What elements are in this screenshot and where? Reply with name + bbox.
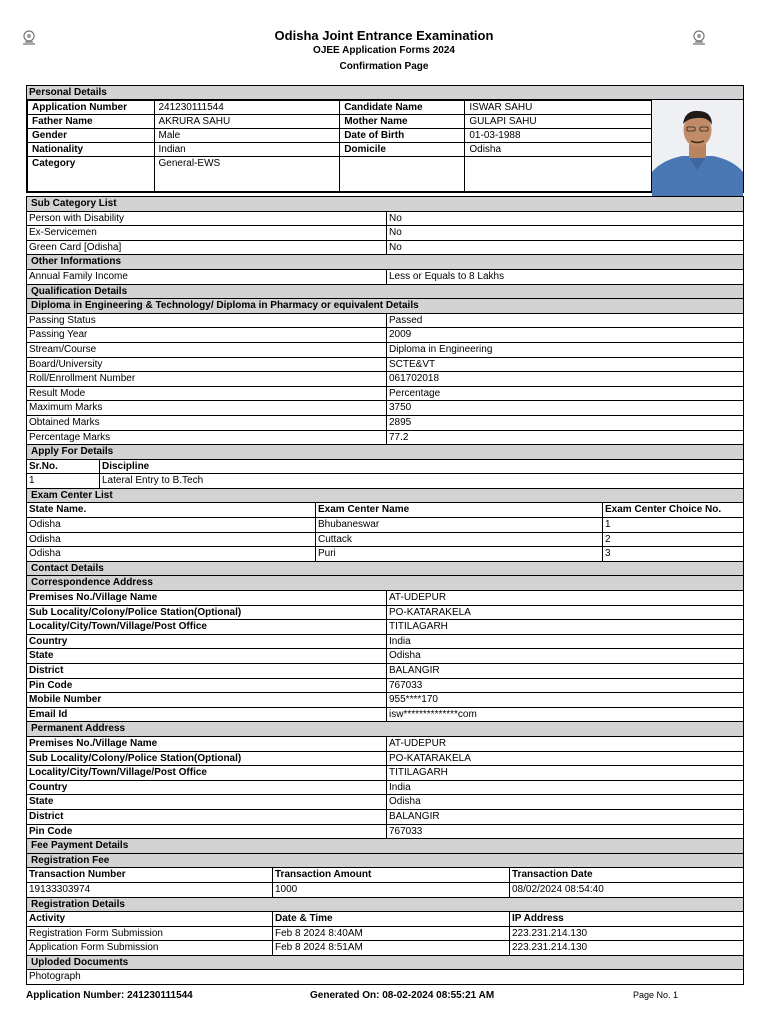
- footer-page-number: Page No. 1: [633, 990, 679, 1000]
- table-cell: Sr.No.: [29, 460, 58, 472]
- table-cell: Maximum Marks: [29, 402, 103, 414]
- table-cell: Board/University: [29, 358, 103, 370]
- section-header: [27, 488, 743, 503]
- table-cell: Ex-Servicemen: [29, 227, 97, 239]
- table-cell: No: [386, 212, 743, 226]
- table-cell: Person with Disability: [29, 212, 125, 224]
- subsection-header: [27, 575, 743, 590]
- table-row: [27, 269, 743, 284]
- table-header-row: [27, 502, 743, 517]
- table-cell: State: [29, 796, 54, 808]
- section-header: [27, 284, 743, 299]
- table-row: [27, 313, 743, 328]
- table-cell: isw**************com: [386, 708, 743, 722]
- section-header: [27, 254, 743, 269]
- table-cell: Premises No./Village Name: [29, 737, 158, 749]
- table-cell: 1000: [272, 883, 509, 897]
- table-row: [27, 371, 743, 386]
- footer-generated-on: Generated On: 08-02-2024 08:55:21 AM: [310, 990, 495, 1001]
- table-header-row: [27, 911, 743, 926]
- table-cell: 061702018: [386, 372, 743, 386]
- field-label: Date of Birth: [340, 129, 465, 143]
- table-cell: SCTE&VT: [386, 358, 743, 372]
- table-row: [27, 400, 743, 415]
- table-cell: No: [386, 226, 743, 240]
- table-cell: Transaction Amount: [272, 868, 509, 882]
- section-header: [27, 897, 743, 912]
- table-cell: District: [29, 810, 64, 822]
- table-cell: Diploma in Engineering: [386, 343, 743, 357]
- personal-details-table: [27, 100, 652, 192]
- table-cell: Country: [29, 635, 68, 647]
- page-title: Odisha Joint Entrance Examination: [274, 28, 494, 43]
- table-cell: Pin Code: [29, 679, 73, 691]
- section-title: Uploded Documents: [31, 956, 129, 968]
- table-row: [27, 926, 743, 941]
- section-title: Registration Fee: [31, 854, 110, 866]
- table-cell: 223.231.214.130: [509, 927, 743, 941]
- personal-details-row: [28, 129, 652, 143]
- application-details: [26, 196, 744, 985]
- table-cell: Odisha: [386, 795, 743, 809]
- table-cell: 1: [602, 518, 743, 532]
- table-row: [27, 546, 743, 561]
- table-cell: Obtained Marks: [29, 416, 100, 428]
- section-title: Other Informations: [31, 256, 122, 268]
- table-cell: State Name.: [29, 504, 87, 516]
- field-label: Father Name: [28, 115, 155, 129]
- table-row: [27, 882, 743, 897]
- table-header-row: [27, 590, 743, 605]
- field-label: Application Number: [28, 101, 155, 115]
- subsection-header: [27, 721, 743, 736]
- table-cell: Mobile Number: [29, 694, 102, 706]
- table-row: [27, 357, 743, 372]
- section-header: Personal Details: [27, 86, 743, 100]
- table-cell: 2895: [386, 416, 743, 430]
- table-cell: Percentage Marks: [29, 431, 111, 443]
- personal-details-row: [28, 115, 652, 129]
- field-label: Category: [28, 157, 155, 192]
- section-header: [27, 561, 743, 576]
- table-cell: BALANGIR: [386, 810, 743, 824]
- table-cell: No: [386, 241, 743, 255]
- table-header-row: [27, 824, 743, 839]
- table-cell: Odisha: [29, 533, 61, 545]
- table-cell: India: [386, 781, 743, 795]
- table-row: [27, 327, 743, 342]
- table-cell: Bhubaneswar: [315, 518, 602, 532]
- table-cell: Puri: [315, 547, 602, 561]
- table-cell: Roll/Enrollment Number: [29, 373, 136, 385]
- table-header-row: [27, 780, 743, 795]
- table-cell: Cuttack: [315, 533, 602, 547]
- table-cell: Transaction Number: [29, 869, 126, 881]
- table-cell: Annual Family Income: [29, 270, 128, 282]
- table-cell: 955****170: [386, 693, 743, 707]
- table-cell: India: [386, 635, 743, 649]
- table-cell: 08/02/2024 08:54:40: [509, 883, 743, 897]
- table-header-row: [27, 648, 743, 663]
- table-cell: Exam Center Choice No.: [602, 503, 743, 517]
- footer-application-number: Application Number: 241230111544: [26, 990, 193, 1001]
- table-cell: 223.231.214.130: [509, 941, 743, 955]
- table-row: [27, 415, 743, 430]
- table-cell: State: [29, 650, 54, 662]
- table-cell: Less or Equals to 8 Lakhs: [386, 270, 743, 284]
- field-label: Gender: [28, 129, 155, 143]
- table-cell: 3: [602, 547, 743, 561]
- table-cell: Registration Form Submission: [29, 927, 163, 939]
- table-cell: Country: [29, 781, 68, 793]
- table-cell: Discipline: [99, 460, 743, 474]
- candidate-photo: [652, 100, 743, 196]
- field-label: Nationality: [28, 143, 155, 157]
- table-cell: 2: [602, 533, 743, 547]
- table-row: [27, 532, 743, 547]
- table-header-row: [27, 751, 743, 766]
- table-cell: Locality/City/Town/Village/Post Office: [29, 621, 207, 633]
- table-row: [27, 969, 743, 984]
- table-cell: Email Id: [29, 708, 68, 720]
- table-header-row: [27, 736, 743, 751]
- field-value: Male: [154, 129, 340, 143]
- page-type: Confirmation Page: [339, 61, 429, 72]
- table-cell: BALANGIR: [386, 664, 743, 678]
- table-cell: Passing Year: [29, 329, 88, 341]
- section-header: [27, 444, 743, 459]
- field-label: Domicile: [340, 143, 465, 157]
- table-cell: TITILAGARH: [386, 620, 743, 634]
- table-cell: Odisha: [386, 649, 743, 663]
- section-title: Fee Payment Details: [31, 840, 129, 852]
- table-cell: Passed: [386, 314, 743, 328]
- section-title: Apply For Details: [31, 446, 114, 458]
- table-cell: Activity: [29, 913, 66, 925]
- table-cell: Percentage: [386, 387, 743, 401]
- table-row: [27, 342, 743, 357]
- personal-details-row: [28, 143, 652, 157]
- table-cell: TITILAGARH: [386, 766, 743, 780]
- table-cell: PO-KATARAKELA: [386, 752, 743, 766]
- table-cell: 1: [29, 475, 35, 487]
- table-cell: AT-UDEPUR: [386, 591, 743, 605]
- field-label: [340, 157, 465, 192]
- table-cell: Result Mode: [29, 387, 86, 399]
- table-row: [27, 240, 743, 255]
- table-cell: PO-KATARAKELA: [386, 606, 743, 620]
- field-value: 241230111544: [154, 101, 340, 115]
- table-cell: AT-UDEPUR: [386, 737, 743, 751]
- field-value: [465, 157, 652, 192]
- table-cell: Premises No./Village Name: [29, 592, 158, 604]
- table-cell: Transaction Date: [509, 868, 743, 882]
- table-cell: Stream/Course: [29, 343, 97, 355]
- table-header-row: [27, 765, 743, 780]
- table-cell: Sub Locality/Colony/Police Station(Optional): [29, 752, 242, 764]
- table-cell: IP Address: [509, 912, 743, 926]
- table-header-row: [27, 678, 743, 693]
- table-row: [27, 386, 743, 401]
- table-header-row: [27, 707, 743, 722]
- table-row: [27, 473, 743, 488]
- table-cell: 77.2: [386, 431, 743, 445]
- table-cell: Green Card [Odisha]: [29, 241, 122, 253]
- field-label: Mother Name: [340, 115, 465, 129]
- section-header: [27, 955, 743, 970]
- section-title: Correspondence Address: [31, 577, 153, 589]
- table-cell: Date & Time: [272, 912, 509, 926]
- table-cell: Sub Locality/Colony/Police Station(Optional): [29, 606, 242, 618]
- field-value: Indian: [154, 143, 340, 157]
- table-header-row: [27, 809, 743, 824]
- table-cell: Feb 8 2024 8:51AM: [272, 941, 509, 955]
- table-cell: Application Form Submission: [29, 942, 159, 954]
- table-cell: 767033: [386, 679, 743, 693]
- table-cell: Locality/City/Town/Village/Post Office: [29, 767, 207, 779]
- section-title: Exam Center List: [31, 489, 113, 501]
- table-header-row: [27, 692, 743, 707]
- section-title: Permanent Address: [31, 723, 126, 735]
- subsection-header: [27, 853, 743, 868]
- field-value: AKRURA SAHU: [154, 115, 340, 129]
- table-row: [27, 517, 743, 532]
- table-cell: Odisha: [29, 519, 61, 531]
- table-row: [27, 940, 743, 955]
- field-label: Candidate Name: [340, 101, 465, 115]
- field-value: 01-03-1988: [465, 129, 652, 143]
- personal-details-row: [28, 101, 652, 115]
- table-cell: Photograph: [29, 971, 81, 983]
- field-value: ISWAR SAHU: [465, 101, 652, 115]
- table-cell: Feb 8 2024 8:40AM: [272, 927, 509, 941]
- table-header-row: [27, 867, 743, 882]
- table-row: [27, 225, 743, 240]
- section-title: Sub Category List: [31, 198, 117, 209]
- table-header-row: [27, 605, 743, 620]
- table-header-row: [27, 663, 743, 678]
- table-cell: Pin Code: [29, 825, 73, 837]
- table-header-row: [27, 794, 743, 809]
- subsection-header: [27, 298, 743, 313]
- table-row: [27, 430, 743, 445]
- field-value: GULAPI SAHU: [465, 115, 652, 129]
- table-cell: 19133303974: [29, 883, 91, 895]
- page-subtitle: OJEE Application Forms 2024: [313, 45, 455, 56]
- table-header-row: [27, 634, 743, 649]
- table-cell: Passing Status: [29, 314, 96, 326]
- field-value: General-EWS: [154, 157, 340, 192]
- section-title: Qualification Details: [31, 285, 128, 297]
- field-value: Odisha: [465, 143, 652, 157]
- table-cell: 3750: [386, 401, 743, 415]
- table-row: [27, 211, 743, 226]
- table-cell: Odisha: [29, 548, 61, 560]
- personal-details-section: [26, 85, 744, 193]
- section-title: Contact Details: [31, 562, 104, 574]
- table-cell: 2009: [386, 328, 743, 342]
- table-header-row: [27, 459, 743, 474]
- section-title: Diploma in Engineering & Technology/ Diploma in Pharmacy or equivalent Details: [31, 300, 419, 312]
- section-title: Registration Details: [31, 898, 125, 910]
- section-header: [27, 196, 743, 211]
- table-cell: District: [29, 665, 64, 676]
- table-cell: Exam Center Name: [315, 503, 602, 517]
- table-cell: Lateral Entry to B.Tech: [99, 474, 743, 488]
- table-cell: 767033: [386, 825, 743, 839]
- section-header: [27, 838, 743, 853]
- personal-details-row: [28, 157, 652, 192]
- table-header-row: [27, 619, 743, 634]
